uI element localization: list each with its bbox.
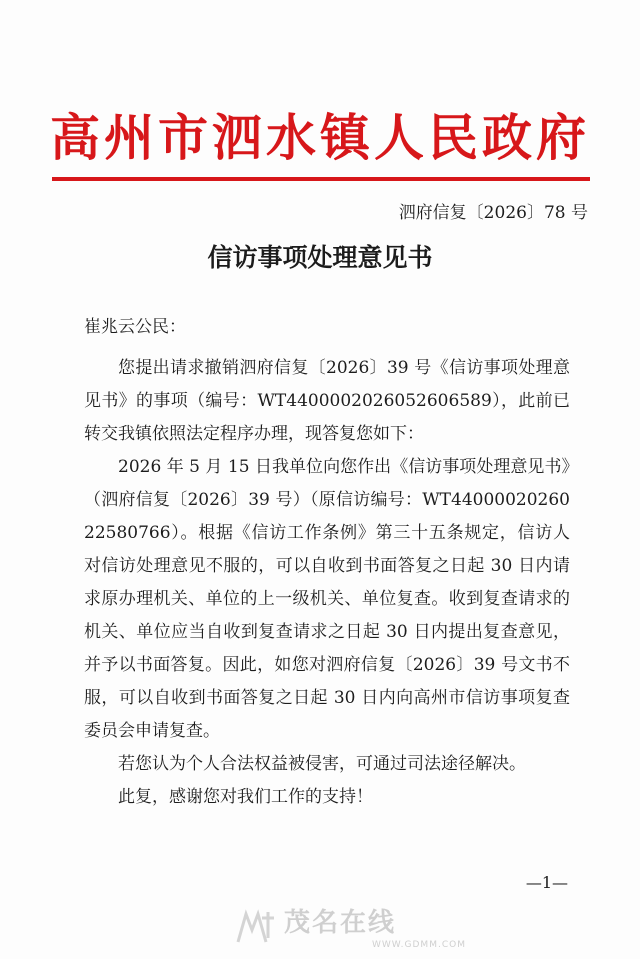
watermark-logo-icon: [232, 908, 278, 948]
paragraph-2: 2026 年 5 月 15 日我单位向您作出《信访事项处理意见书》（泗府信复〔2026〕39 号）（原信访编号：WT4400002026022580766）。根据《信访工作条例》第三十五条规定，信访人对信访处理意见不服的，可以自收到书面答复之日起 30 日内请求原办理机关、单位的上一级机关、单位复查。收到复查请求的机关、单位应当自收到复查请求之日起 30 日内提出复查意见，并予以书面答复。因此，如您对泗府信复〔2026〕39 号文书不服，可以自收到书面答复之日起 30 日内向高州市信访事项复查委员会申请复查。: [84, 457, 570, 741]
document-number: 泗府信复〔2026〕78 号: [398, 203, 588, 223]
document-body: [84, 352, 570, 814]
red-divider-line: [52, 177, 590, 181]
paragraph-4: 此复，感谢您对我们工作的支持！: [118, 787, 373, 807]
watermark: [0, 908, 640, 950]
watermark-site: WWW.GDMM.COM: [372, 940, 466, 950]
page-number: —1—: [525, 873, 568, 892]
government-letterhead: 高州市泗水镇人民政府: [50, 108, 590, 167]
paragraph-3: 若您认为个人合法权益被侵害，可通过司法途径解决。: [118, 754, 526, 774]
document-title: 信访事项处理意见书: [207, 243, 433, 272]
paragraph-1: 您提出请求撤销泗府信复〔2026〕39 号《信访事项处理意见书》的事项（编号：WT4400002026052606589），此前已转交我镇依照法定程序办理，现答复您如下：: [84, 358, 570, 444]
watermark-brand: 茂名在线: [283, 908, 396, 938]
salutation: 崔兆云公民：: [84, 317, 186, 337]
